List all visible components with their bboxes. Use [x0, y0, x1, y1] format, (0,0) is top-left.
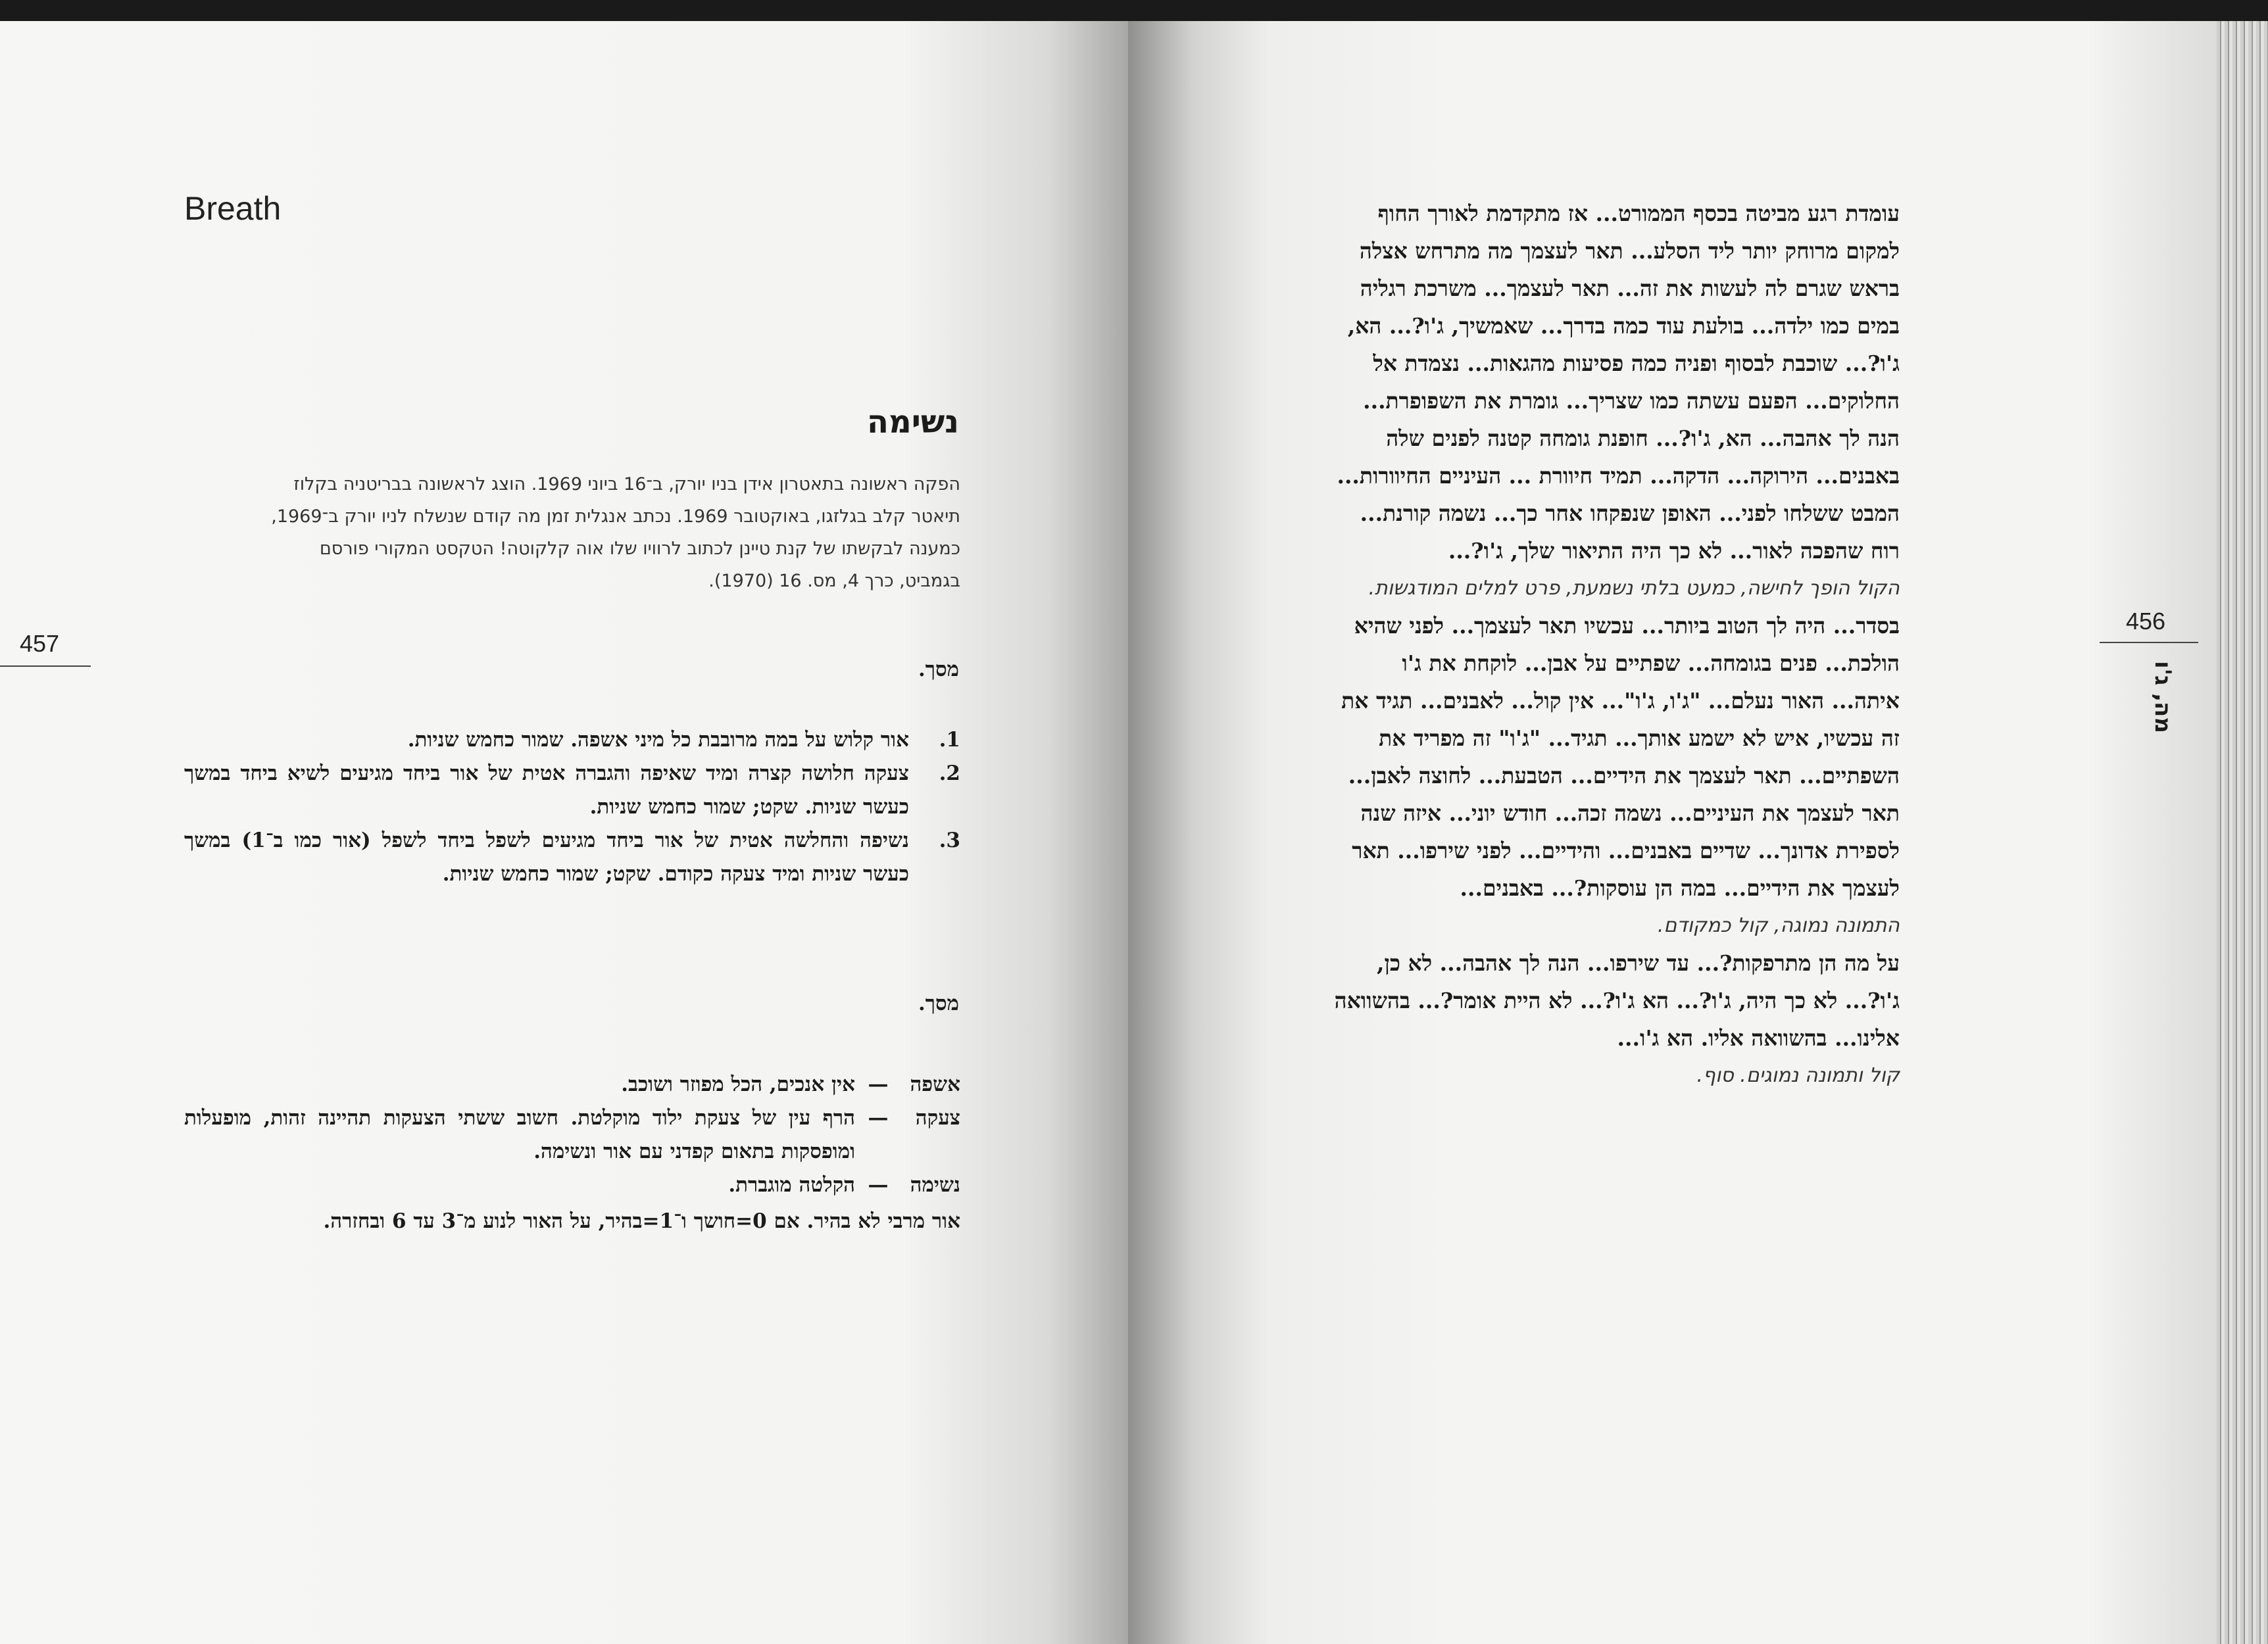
definition-term: אשפה	[910, 1073, 960, 1096]
text-line: אלינו... בהשוואה אליו. הא ג'ו...	[1617, 1025, 1900, 1051]
definition-row	[184, 1068, 960, 1101]
text-line: במים כמו ילדה... בולעת עוד כמה בדרך... שאמשיך, ג'ו?... הא,	[1347, 313, 1900, 339]
page-edges	[2217, 21, 2268, 1644]
text-line: לספירת אדונך... שדיים באבנים... והידיים... לפני שירפו... תאר	[1352, 838, 1900, 863]
stage-direction: קול ותמונה נמוגים. סוף.	[1696, 1064, 1900, 1087]
text-line: ג'ו?... שוכבת לבסוף ופניה כמה פסיעות מהגאות... נצמדת אל	[1373, 351, 1900, 376]
definition-text: הרף עין של צעקת ילוד מוקלטת. חשוב ששתי הצעקות תהיינה זהות, מופעלות ומופסקות בתאום קפדני עם אור ונשימה.	[184, 1106, 855, 1163]
intro-line: בגמביט, כרך 4, מס. 16 (1970).	[708, 571, 960, 591]
text-line: בסדר... היה לך הטוב ביותר... עכשיו תאר לעצמך... לפני שהיא	[1354, 613, 1900, 639]
text-line: באבנים... הירוקה... הדקה... תמיד חיוורת ... העיניים החיוורות...	[1337, 463, 1900, 489]
stage-direction: התמונה נמוגה, קול כמקודם.	[1657, 914, 1900, 937]
text-line: לעצמך את הידיים... במה הן עוסקות?... באבנים...	[1460, 875, 1900, 901]
running-title: מה, ג'ו	[2150, 661, 2176, 733]
left-page-number: 457	[20, 630, 60, 657]
text-line: למקום מרוחק יותר ליד הסלע... תאר לעצמך מה מתרחש אצלה	[1359, 238, 1900, 264]
definition-dash: —	[868, 1106, 889, 1130]
text-line: בראש שגרם לה לעשות את זה... תאר לעצמך... משרכת רגליה	[1360, 276, 1900, 301]
definition-text: הקלטה מוגברת.	[728, 1173, 855, 1197]
definition-dash: —	[868, 1073, 889, 1096]
text-line: על מה הן מתרפקות?... עד שירפו... הנה לך אהבה... לא כן,	[1377, 950, 1900, 976]
text-line: זה עכשיו, איש לא ישמע אותך... תגיד... "ג'ו" זה מפריד את	[1379, 725, 1900, 751]
text-line: רוח שהפכה לאור... לא כך היה התיאור שלך, ג'ו?...	[1448, 538, 1900, 564]
item-number: 2.	[939, 762, 960, 785]
text-line: המבט ששלחו לפני... האופן שנפקחו אחר כך... נשמה קורנת...	[1360, 500, 1900, 526]
text-line: הנה לך אהבה... הא, ג'ו?... חופנת גומחה קטנה לפנים שלה	[1386, 425, 1900, 451]
text-line: הולכת... פנים בגומחה... שפתיים על אבן... לוקחת את ג'ו	[1402, 650, 1900, 676]
stage-direction: הקול הופך לחישה, כמעט בלתי נשמעת, פרט למלים המודגשות.	[1368, 577, 1900, 600]
right-page-number: 456	[2126, 608, 2166, 635]
stage-item	[184, 723, 960, 757]
right-page-number-rule	[2100, 642, 2198, 643]
definition-dash: —	[868, 1173, 889, 1197]
right-page-text	[1216, 195, 1900, 1094]
stage-item	[184, 824, 960, 891]
english-title: Breath	[184, 190, 282, 227]
text-line: השפתיים... תאר לעצמך את הידיים... הטבעת... לחוצה לאבן...	[1348, 763, 1900, 788]
light-note: אור מרבי לא בהיר. אם 0=חושך ו־1=בהיר, על האור לנוע מ־3 עד 6 ובחזרה.	[323, 1209, 960, 1233]
definition-row	[184, 1169, 960, 1202]
left-page-number-rule	[0, 665, 91, 667]
intro-text	[178, 468, 960, 597]
item-text: צעקה חלושה קצרה ומיד שאיפה והגברה אטית של אור ביחד מגיעים לשיא ביחד במשך כעשר שניות. שקט; שמור כחמש שניות.	[184, 762, 909, 819]
intro-line: כמענה לבקשתו של קנת טיינן לכתוב לרוויו שלו אוה קלקוטה! הטקסט המקורי פורסם	[319, 539, 960, 559]
intro-line: הפקה ראשונה בתאטרון אידן בניו יורק, ב־16 ביוני 1969. הוצג לראשונה בבריטניה בקלוז	[293, 474, 960, 495]
definition-term: נשימה	[910, 1173, 960, 1197]
item-number: 3.	[939, 829, 960, 852]
definition-term: צעקה	[915, 1106, 960, 1130]
curtain-label: מסך.	[918, 658, 959, 681]
stage-item	[184, 757, 960, 824]
curtain-label: מסך.	[918, 992, 959, 1015]
item-number: 1.	[939, 728, 960, 752]
definition-text: אין אנכים, הכל מפוזר ושוכב.	[621, 1073, 855, 1096]
text-line: ג'ו?... לא כך היה, ג'ו?... הא ג'ו?... לא היית אומר?... בהשוואה	[1334, 988, 1900, 1013]
definition-row	[184, 1101, 960, 1169]
text-line: עומדת רגע מביטה בכסף הממורט... אז מתקדמת לאורך החוף	[1377, 201, 1900, 226]
item-text: אור קלוש על במה מרובבת כל מיני אשפה. שמור כחמש שניות.	[407, 728, 909, 752]
text-line: תאר לעצמך את העיניים... נשמה זכה... חודש יוני... איזה שנה	[1360, 800, 1900, 826]
text-line: איתה... האור נעלם... "ג'ו, ג'ו"... אין קול... לאבנים... תגיד את	[1341, 688, 1900, 713]
item-text: נשיפה והחלשה אטית של אור ביחד מגיעים לשפל ביחד לשפל (אור כמו ב־1) במשך כעשר שניות ומיד צעקה כקודם. שקט; שמור כחמש שניות.	[184, 829, 910, 886]
text-line: החלוקים... הפעם עשתה כמו שצריך... גומרת את השפופרת...	[1363, 388, 1900, 414]
intro-line: תיאטר קלב בגלזגו, באוקטובר 1969. נכתב אנגלית זמן מה קודם שנשלח לניו יורק ב־1969,	[271, 506, 960, 527]
hebrew-title: נשימה	[867, 404, 959, 441]
definitions	[184, 1068, 960, 1238]
stage-items	[184, 723, 960, 891]
